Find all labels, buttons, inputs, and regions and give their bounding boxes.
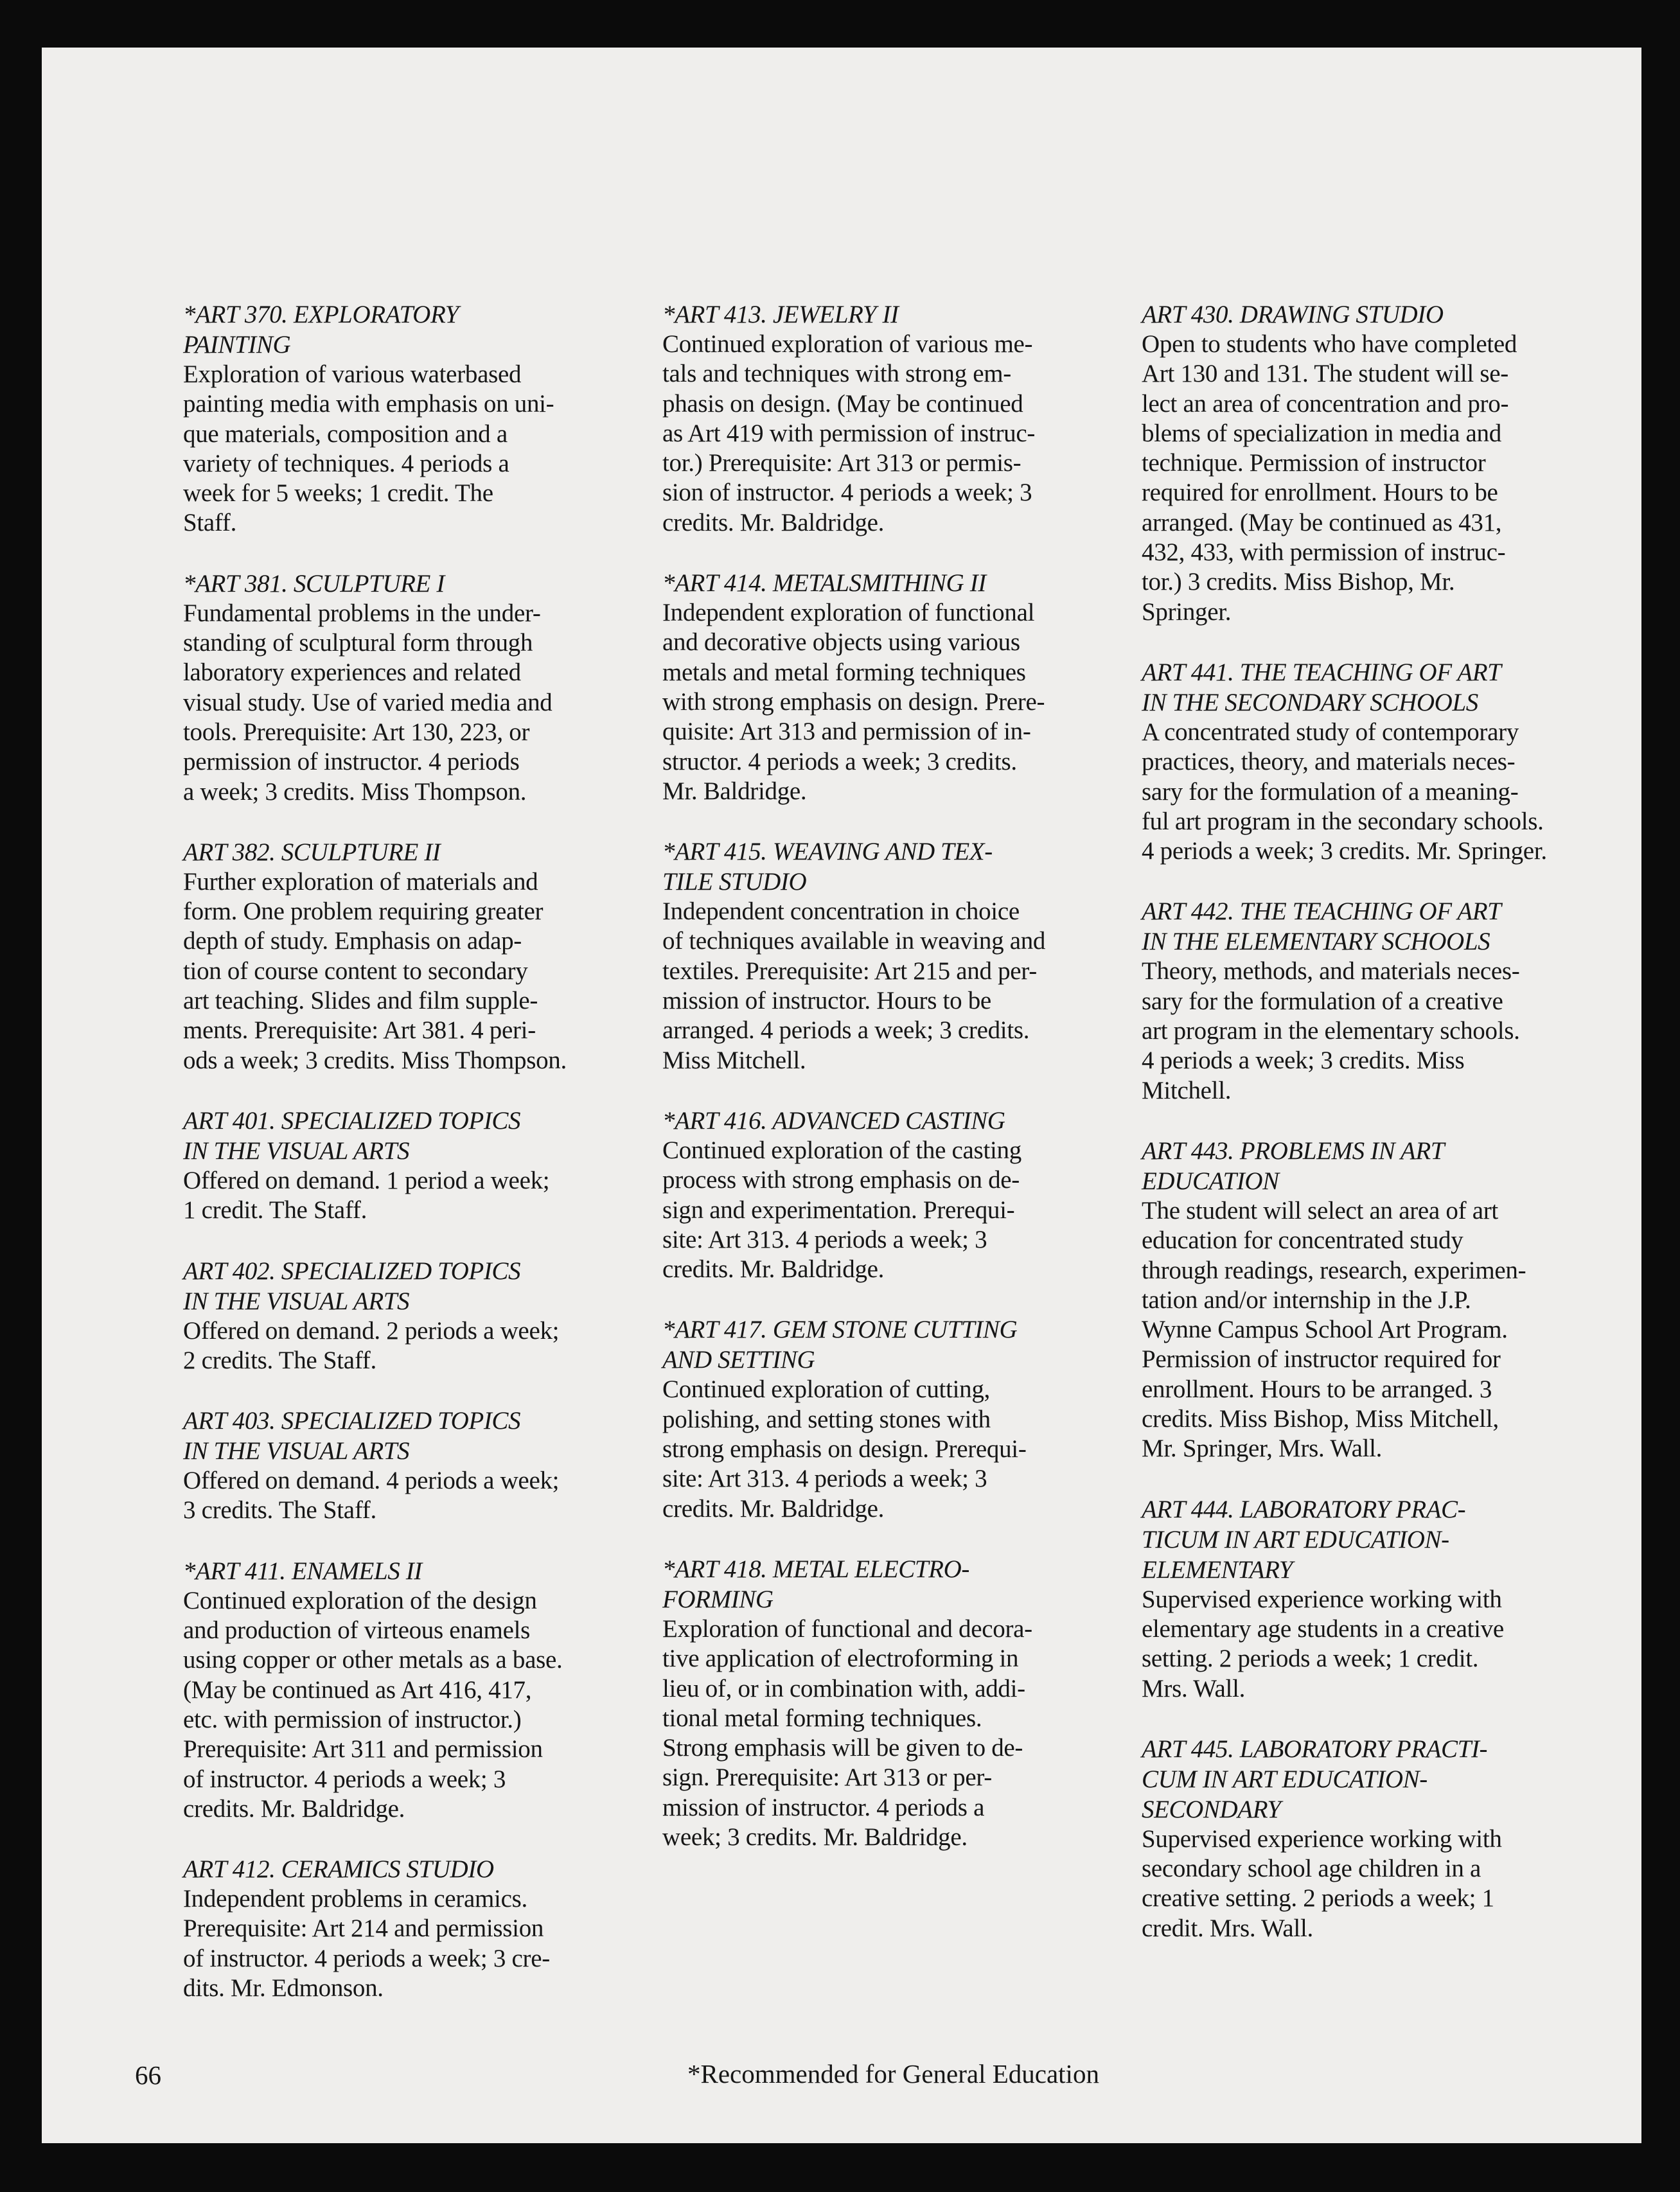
course-entry	[662, 299, 1138, 538]
course-entry	[662, 836, 1138, 1075]
course-description: Further exploration of materials and form. One problem requiring greater depth of study. Emphasis on adap- tion of course content to secondary art teaching. Slides and film supple- ments. Prerequisite: Art 381. 4 peri- ods a week; 3 credits. Miss Thompson.	[183, 867, 567, 1074]
course-title: *ART 411. ENAMELS II	[183, 1557, 422, 1585]
course-description: Continued exploration of the design and production of virteous enamels using copper or other metals as a base. (May be continued as Art 416, 417, etc. with permission of instructor.) Prerequisite: Art 311 and permission of instructor. 4 periods a week; 3 credits. Mr. Baldridge.	[183, 1586, 563, 1823]
course-description: Offered on demand. 2 periods a week; 2 credits. The Staff.	[183, 1316, 560, 1374]
course-description: The student will select an area of art education for concentrated study through readings, research, experimen- tation and/or internship in the J.P. Wynne Campus School Art Program. Permission of instructor required for enrollment. Hours to be arranged. 3 credits. Miss Bishop, Miss Mitchell, Mr. Springer, Mrs. Wall.	[1142, 1196, 1526, 1463]
footnote: *Recommended for General Education	[687, 2059, 1099, 2089]
course-description: Supervised experience working with secondary school age children in a creative setting. 2 periods a week; 1 credit. Mrs. Wall.	[1142, 1825, 1502, 1942]
course-title: ART 430. DRAWING STUDIO	[1142, 301, 1444, 328]
course-description: Theory, methods, and materials neces- sary for the formulation of a creative art program in the elementary schools. 4 periods a week; 3 credits. Miss Mitchell.	[1142, 957, 1520, 1104]
course-title: ART 443. PROBLEMS IN ART EDUCATION	[1142, 1136, 1445, 1195]
course-entry	[183, 1854, 652, 2003]
course-entry	[183, 1406, 652, 1526]
course-description: Offered on demand. 4 periods a week; 3 credits. The Staff.	[183, 1467, 560, 1525]
course-title: *ART 416. ADVANCED CASTING	[662, 1106, 1005, 1135]
course-title: *ART 381. SCULPTURE I	[183, 569, 445, 597]
course-title: ART 444. LABORATORY PRAC- TICUM IN ART EDUCATION- ELEMENTARY	[1142, 1495, 1466, 1584]
course-entry	[662, 568, 1138, 806]
course-description: A concentrated study of contemporary practices, theory, and materials neces- sary for the formulation of a meaning- ful art program in the secondary schools. 4 periods a week; 3 credits. Mr. Springer.	[1142, 718, 1547, 865]
course-description: Exploration of various waterbased painting media with emphasis on uni- que materials, composition and a variety of techniques. 4 periods a week for 5 weeks; 1 credit. The Staff.	[183, 360, 554, 537]
course-title: *ART 413. JEWELRY II	[662, 301, 899, 328]
course-entry	[1142, 1136, 1630, 1464]
course-description: Continued exploration of various me- tals and techniques with strong em- phasis on design. (May be continued as Art 419 with permission of instruc- tor.) Prerequisite: Art 313 or permis- sion of instructor. 4 periods a week; 3 credits. Mr. Baldridge.	[662, 330, 1036, 536]
course-title: *ART 415. WEAVING AND TEX- TILE STUDIO	[662, 838, 993, 896]
course-entry	[662, 1106, 1138, 1284]
column-3	[1142, 299, 1630, 1974]
course-description: Exploration of functional and decora- tive application of electroforming in lieu of, or in combination with, addi- tional metal forming techniques. Strong emphasis will be given to de- sign. Prerequisite: Art 313 or per- mission of instructor. 4 periods a week; 3 credits. Mr. Baldridge.	[662, 1614, 1032, 1851]
course-entry	[183, 1256, 652, 1376]
course-title: *ART 414. METALSMITHING II	[662, 569, 986, 597]
course-description: Independent concentration in choice of techniques available in weaving and textiles. Prerequisite: Art 215 and per- mission of instructor. Hours to be arranged. 4 periods a week; 3 credits. Miss Mitchell.	[662, 897, 1046, 1074]
course-title: ART 445. LABORATORY PRACTI- CUM IN ART EDUCATION- SECONDARY	[1142, 1735, 1488, 1823]
course-description: Independent exploration of functional and decorative objects using various metals and metal forming techniques with strong emphasis on design. Prere- quisite: Art 313 and permission of in- structor. 4 periods a week; 3 credits. Mr. Baldridge.	[662, 599, 1045, 805]
course-title: ART 412. CERAMICS STUDIO	[183, 1855, 494, 1884]
course-description: Continued exploration of cutting, polishing, and setting stones with strong emphasis on design. Prerequi- site: Art 313. 4 periods a week; 3 credits. Mr. Baldridge.	[662, 1375, 1027, 1523]
course-entry	[662, 1314, 1138, 1523]
course-entry	[183, 1106, 652, 1226]
course-entry	[1142, 1734, 1630, 1943]
catalog-page	[42, 48, 1641, 2143]
course-entry	[662, 1554, 1138, 1852]
course-entry	[183, 569, 652, 807]
column-2	[662, 299, 1138, 1882]
course-title: ART 403. SPECIALIZED TOPICS IN THE VISUAL ARTS	[183, 1407, 521, 1465]
course-title: *ART 418. METAL ELECTRO- FORMING	[662, 1555, 969, 1613]
course-description: Continued exploration of the casting process with strong emphasis on de- sign and experimentation. Prerequi- site: Art 313. 4 periods a week; 3 credits. Mr. Baldridge.	[662, 1136, 1021, 1284]
page-number: 66	[135, 2060, 161, 2090]
course-entry	[183, 299, 652, 538]
course-entry	[1142, 1494, 1630, 1704]
column-1	[183, 299, 652, 2033]
course-title: ART 382. SCULPTURE II	[183, 838, 441, 866]
course-description: Open to students who have completed Art 130 and 131. The student will se- lect an area of concentration and pro- blems of specialization in media and technique. Permission of instructor required for enrollment. Hours to be arranged. (May be continued as 431, 432, 433, with permission of instruc- tor.) 3 credits. Miss Bishop, Mr. Springer.	[1142, 330, 1517, 626]
course-entry	[1142, 657, 1630, 866]
course-description: Independent problems in ceramics. Prerequisite: Art 214 and permission of instructor. 4 periods a week; 3 cre- dits. Mr. Edmonson.	[183, 1885, 550, 2002]
course-title: *ART 417. GEM STONE CUTTING AND SETTING	[662, 1316, 1018, 1374]
course-title: ART 442. THE TEACHING OF ART IN THE ELEMENTARY SCHOOLS	[1142, 897, 1501, 956]
course-entry	[183, 1556, 652, 1824]
course-description: Supervised experience working with elementary age students in a creative setting. 2 periods a week; 1 credit. Mrs. Wall.	[1142, 1585, 1504, 1702]
course-title: ART 401. SPECIALIZED TOPICS IN THE VISUAL ARTS	[183, 1106, 521, 1165]
course-title: ART 441. THE TEACHING OF ART IN THE SECONDARY SCHOOLS	[1142, 658, 1501, 716]
course-title: *ART 370. EXPLORATORY PAINTING	[183, 301, 459, 358]
course-description: Fundamental problems in the under- standing of sculptural form through laboratory experiences and related visual study. Use of varied media and tools. Prerequisite: Art 130, 223, or permission of instructor. 4 periods a week; 3 credits. Miss Thompson.	[183, 599, 553, 806]
course-description: Offered on demand. 1 period a week; 1 credit. The Staff.	[183, 1166, 550, 1224]
course-entry	[1142, 896, 1630, 1105]
course-entry	[1142, 299, 1630, 627]
course-entry	[183, 837, 652, 1075]
course-title: ART 402. SPECIALIZED TOPICS IN THE VISUAL ARTS	[183, 1257, 521, 1315]
